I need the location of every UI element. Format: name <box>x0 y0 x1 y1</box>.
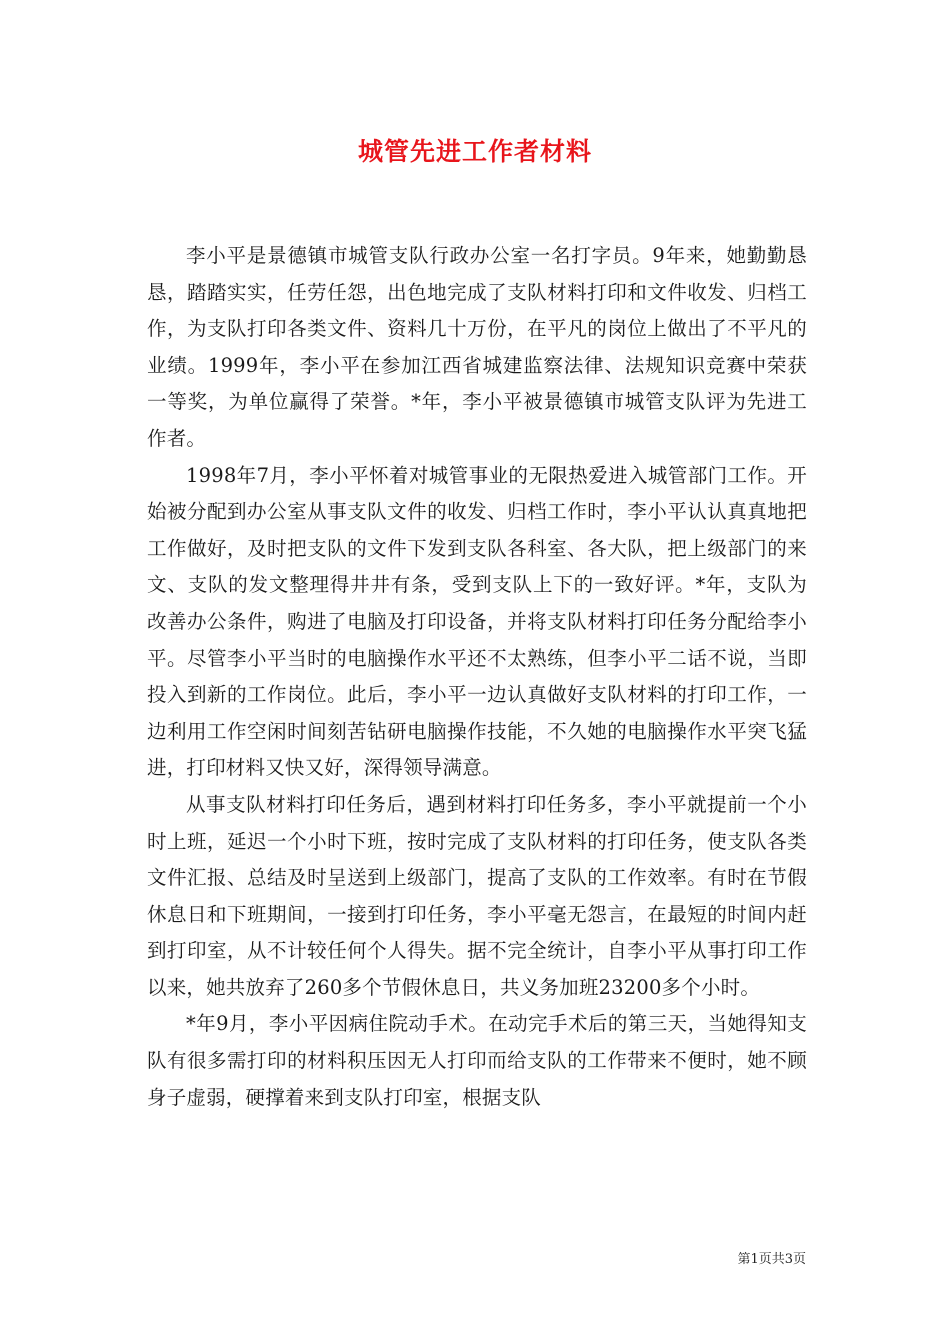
paragraph-3: 从事支队材料打印任务后，遇到材料打印任务多，李小平就提前一个小时上班，延迟一个小时下班，按时完成了支队材料的打印任务，使支队各类文件汇报、总结及时呈送到上级部门，提高了支队的工作效率。有时在节假休息日和下班期间，一接到打印任务，李小平毫无怨言，在最短的时间内赶到打印室，从不计较任何个人得失。据不完全统计，自李小平从事打印工作以来，她共放弃了260多个节假休息日，共义务加班23200多个小时。 <box>147 792 807 999</box>
paragraph-4: *年9月，李小平因病住院动手术。在动完手术后的第三天，当她得知支队有很多需打印的材料积压因无人打印而给支队的工作带来不便时，她不顾身子虚弱，硬撑着来到支队打印室，根据支队 <box>147 1012 807 1109</box>
document-body <box>147 238 807 1116</box>
page-number-footer: 第1页共3页 <box>737 1252 806 1267</box>
document-title: 城管先进工作者材料 <box>357 137 592 166</box>
paragraph-2: 1998年7月，李小平怀着对城管事业的无限热爱进入城管部门工作。开始被分配到办公室从事支队文件的收发、归档工作时，李小平认认真真地把工作做好，及时把支队的文件下发到支队各科室、各大队，把上级部门的来文、支队的发文整理得井井有条，受到支队上下的一致好评。*年，支队为改善办公条件，购进了电脑及打印设备，并将支队材料打印任务分配给李小平。尽管李小平当时的电脑操作水平还不太熟练，但李小平二话不说，当即投入到新的工作岗位。此后，李小平一边认真做好支队材料的打印工作，一边利用工作空闲时间刻苦钻研电脑操作技能，不久她的电脑操作水平突飞猛进，打印材料又快又好，深得领导满意。 <box>147 463 807 780</box>
paragraph-1: 李小平是景德镇市城管支队行政办公室一名打字员。9年来，她勤勤恳恳，踏踏实实，任劳任怨，出色地完成了支队材料打印和文件收发、归档工作，为支队打印各类文件、资料几十万份，在平凡的岗位上做出了不平凡的业绩。1999年，李小平在参加江西省城建监察法律、法规知识竞赛中荣获一等奖，为单位赢得了荣誉。*年，李小平被景德镇市城管支队评为先进工作者。 <box>147 244 807 450</box>
